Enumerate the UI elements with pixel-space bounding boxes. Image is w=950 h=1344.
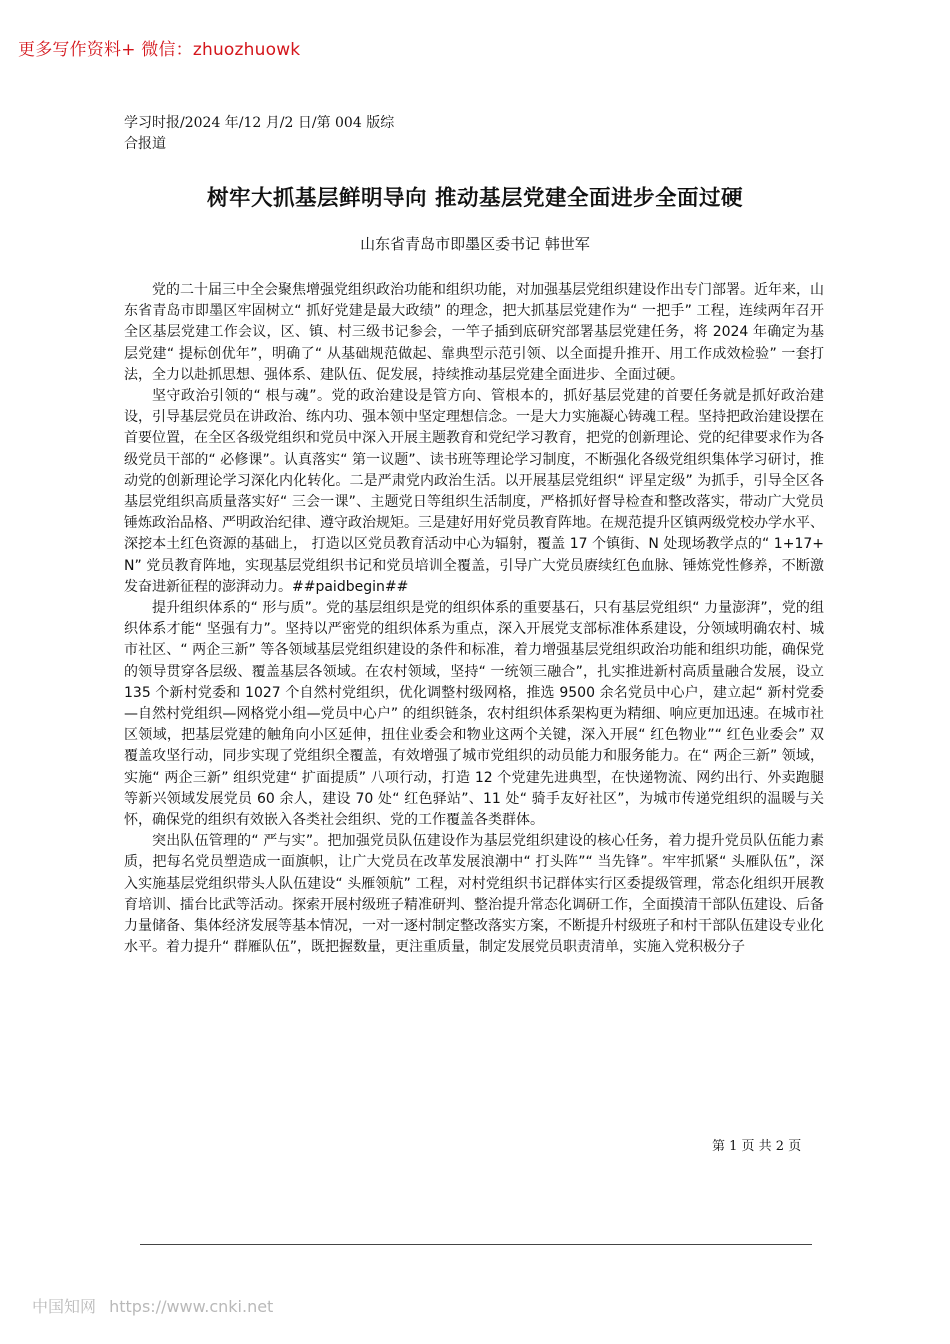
source-line: 学习时报/2024 年/12 月/2 日/第 004 版综合报道 bbox=[124, 115, 395, 152]
footer-site-url: https://www.cnki.net bbox=[109, 1297, 274, 1316]
paragraph: 党的二十届三中全会聚焦增强党组织政治功能和组织功能，对加强基层党组织建设作出专门部署。近年来，山东省青岛市即墨区牢固树立“ 抓好党建是最大政绩” 的理念，把大抓基层党建作为“ 一把手” 工程，连续两年召开全区基层党建工作会议，区、镇、村三级书记参会，一竿子插到底研究部署基层党建任务，将 2024 年确定为基层党建“ 提标创优年”，明确了“ 从基础规范做起、靠典型示范引领、以全面提升推开、用工作成效检验” 一套打法，全力以赴抓思想、强体系、建队伍、促发展，持续推动基层党建全面进步、全面过硬。 bbox=[124, 282, 824, 383]
watermark-footer bbox=[32, 1294, 281, 1317]
footer-site-name: 中国知网 bbox=[32, 1297, 97, 1316]
article-author: 山东省青岛市即墨区委书记 韩世军 bbox=[360, 235, 590, 253]
page-number: 第 1 页 共 2 页 bbox=[712, 1139, 802, 1154]
paragraph: 提升组织体系的“ 形与质”。党的基层组织是党的组织体系的重要基石，只有基层党组织“ 力量澎湃”，党的组织体系才能“ 坚强有力”。坚持以严密党的组织体系为重点，深入开展党支部标准体系建设，分领域明确农村、城市社区、“ 两企三新” 等各领域基层党组织建设的条件和标准，着力增强基层党组织政治功能和组织功能，确保党的领导贯穿各层级、覆盖基层各领域。在农村领域，坚持“ 一统领三融合”，扎实推进新村高质量融合发展，设立 135 个新村党委和 1027 个自然村党组织，优化调整村级网格，推选 9500 余名党员中心户，建立起“ 新村党委—自然村党组织—网格党小组—党员中心户” 的组织链条，农村组织体系架构更为精细、响应更加迅速。在城市社区领域，把基层党建的触角向小区延伸，扭住业委会和物业这两个关键，深入开展“ 红色物业”“ 红色业委会” 双覆盖攻坚行动，同步实现了党组织全覆盖，有效增强了城市党组织的动员能力和服务能力。在“ 两企三新” 领域，实施“ 两企三新” 组织党建“ 扩面提质” 八项行动，打造 12 个党建先进典型，在快递物流、网约出行、外卖跑腿等新兴领域发展党员 60 余人，建设 70 处“ 红色驿站”、11 处“ 骑手友好社区”，为城市传递党组织的温暖与关怀，确保党的组织有效嵌入各类社会组织、党的工作覆盖各类群体。 bbox=[124, 600, 824, 829]
promo-banner: 更多写作资料+ 微信：zhuozhuowk bbox=[18, 40, 301, 60]
paragraph: 突出队伍管理的“ 严与实”。把加强党员队伍建设作为基层党组织建设的核心任务，着力提升党员队伍能力素质，把每名党员塑造成一面旗帜，让广大党员在改革发展浪潮中“ 打头阵”“ 当先锋”。牢牢抓紧“ 头雁队伍”，深入实施基层党组织带头人队伍建设“ 头雁领航” 工程，对村党组织书记群体实行区委提级管理，常态化组织开展教育培训、擂台比武等活动。探索开展村级班子精准研判、整治提升常态化调研工作，全面摸清干部队伍建设、后备力量储备、集体经济发展等基本情况，一对一逐村制定整改落实方案，不断提升村级班子和村干部队伍建设专业化水平。着力提升“ 群雁队伍”，既把握数量，更注重质量，制定发展党员职责清单，实施入党积极分子 bbox=[124, 833, 824, 956]
article-body bbox=[124, 280, 824, 959]
article-title: 树牢大抓基层鲜明导向 推动基层党建全面进步全面过硬 bbox=[207, 186, 743, 211]
footer-divider bbox=[140, 1244, 812, 1245]
paragraph: 坚守政治引领的“ 根与魂”。党的政治建设是管方向、管根本的，抓好基层党建的首要任务就是抓好政治建设，引导基层党员在讲政治、练内功、强本领中坚定理想信念。一是大力实施凝心铸魂工程。坚持把政治建设摆在首要位置，在全区各级党组织和党员中深入开展主题教育和党纪学习教育，把党的创新理论、党的纪律要求作为各级党员干部的“ 必修课”。认真落实“ 第一议题”、读书班等理论学习制度，不断强化各级党组织集体学习研讨，推动党的创新理论学习深化内化转化。二是严肃党内政治生活。以开展基层党组织“ 评星定级” 为抓手，引导全区各基层党组织高质量落实好“ 三会一课”、主题党日等组织生活制度，严格抓好督导检查和整改落实，带动广大党员锤炼政治品格、严明政治纪律、遵守政治规矩。三是建好用好党员教育阵地。在规范提升区镇两级党校办学水平、 深挖本土红色资源的基础上， 打造以区党员教育活动中心为辐射，覆盖 17 个镇街、N 处现场教学点的“ 1+17+ N” 党员教育阵地，实现基层党组织书记和党员培训全覆盖，引导广大党员赓续红色血脉、锤炼党性修养，不断激发奋进新征程的澎湃动力。##paidbegin## bbox=[124, 388, 824, 595]
